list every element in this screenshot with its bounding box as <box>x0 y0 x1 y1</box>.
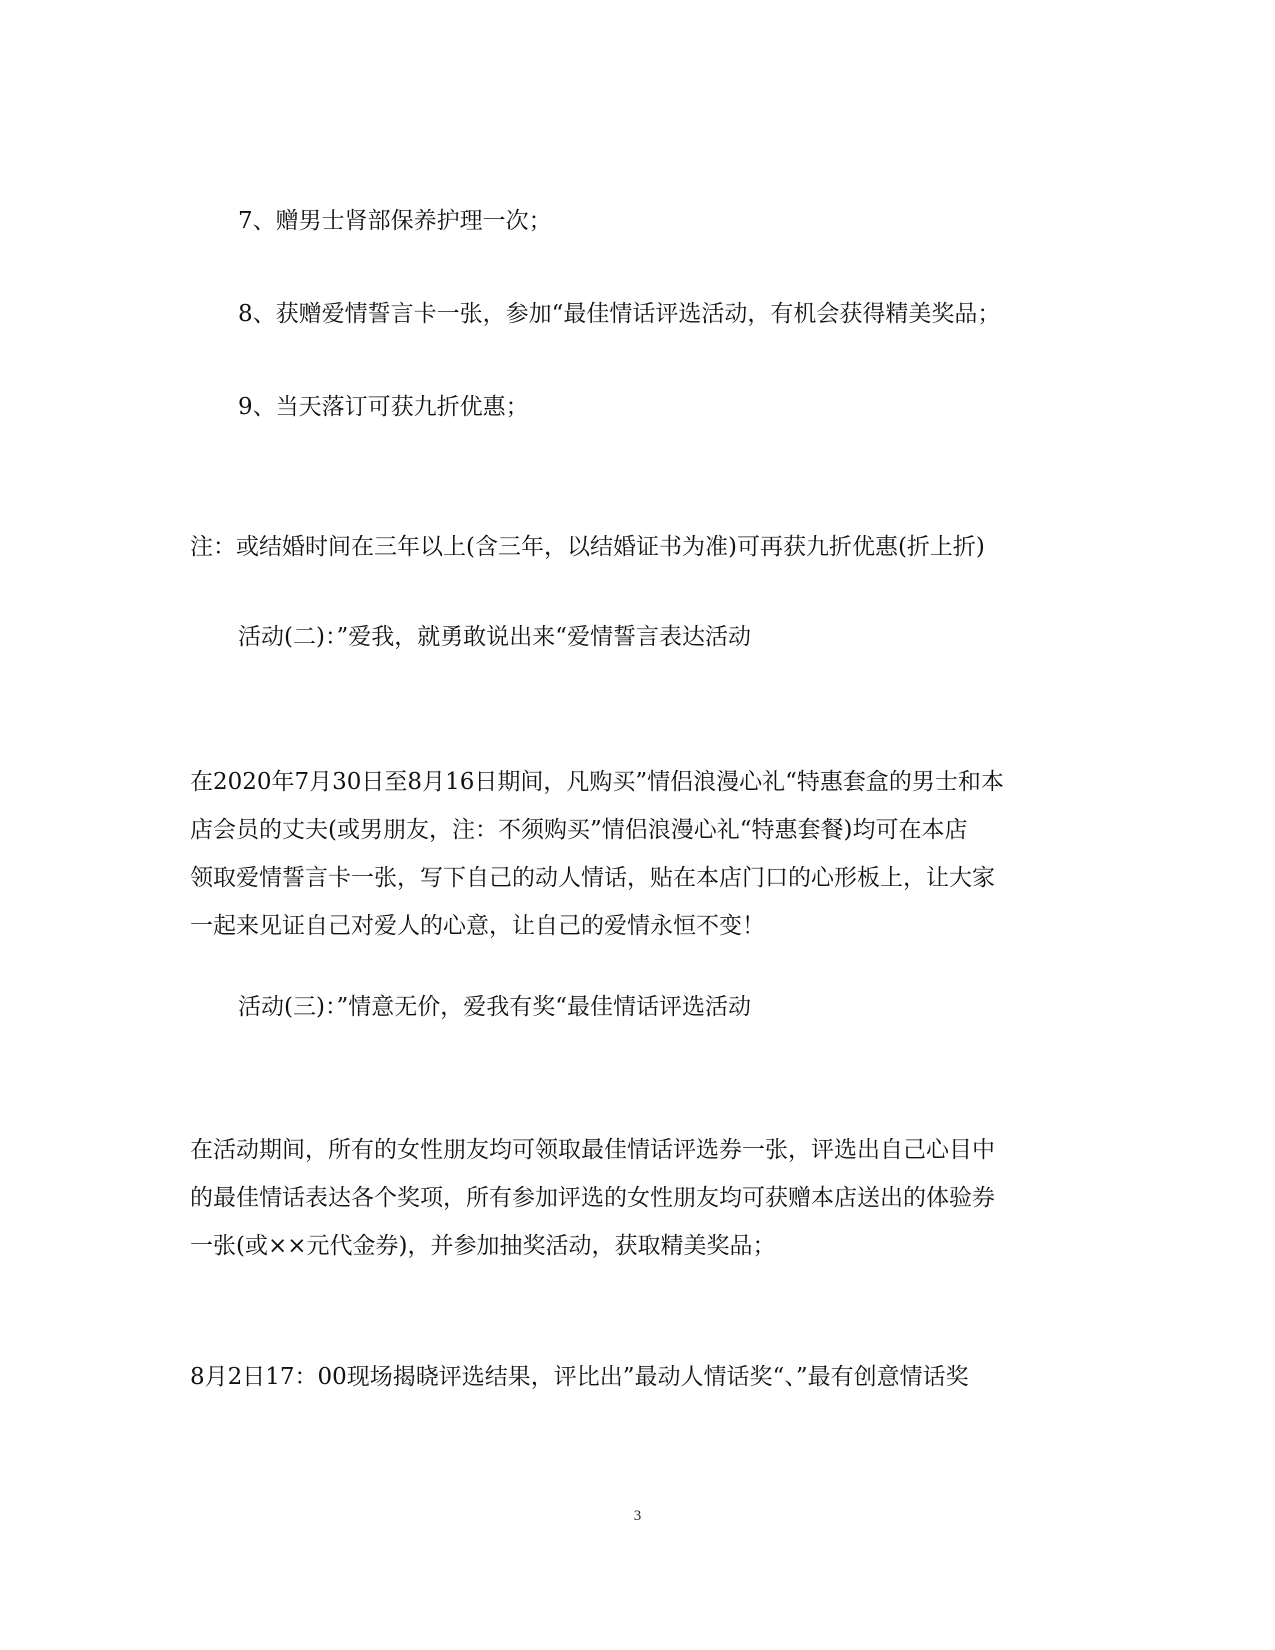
activity-2-line: 领取爱情誓言卡一张，写下自己的动人情话，贴在本店门口的心形板上，让大家 <box>190 865 995 891</box>
note-paragraph: 注：或结婚时间在三年以上(含三年，以结婚证书为准)可再获九折优惠(折上折) <box>190 534 985 560</box>
list-item-7: 7、赠男士肾部保养护理一次； <box>238 208 552 234</box>
activity-3-line: 一张(或××元代金券)，并参加抽奖活动，获取精美奖品； <box>190 1233 776 1259</box>
list-item-9: 9、当天落订可获九折优惠； <box>238 394 529 420</box>
activity-2-line: 一起来见证自己对爱人的心意，让自己的爱情永恒不变！ <box>190 913 765 939</box>
result-announcement: 8月2日17：00现场揭晓评选结果，评比出”最动人情话奖“、”最有创意情话奖 <box>190 1364 969 1390</box>
activity-2-body <box>190 758 1060 950</box>
activity-2-line: 在2020年7月30日至8月16日期间，凡购买”情侣浪漫心礼“特惠套盒的男士和本 <box>190 769 1004 795</box>
page-number: 3 <box>633 1508 642 1524</box>
activity-3-line: 在活动期间，所有的女性朋友均可领取最佳情话评选券一张，评选出自己心目中 <box>190 1137 995 1163</box>
activity-3-body <box>190 1126 1060 1270</box>
activity-2-heading: 活动(二)：”爱我，就勇敢说出来“爱情誓言表达活动 <box>238 624 751 650</box>
list-item-8: 8、获赠爱情誓言卡一张，参加“最佳情话评选活动，有机会获得精美奖品； <box>238 301 1001 327</box>
activity-2-line: 店会员的丈夫(或男朋友，注：不须购买”情侣浪漫心礼“特惠套餐)均可在本店 <box>190 817 968 843</box>
activity-3-line: 的最佳情话表达各个奖项，所有参加评选的女性朋友均可获赠本店送出的体验券 <box>190 1185 995 1211</box>
activity-3-heading: 活动(三)：”情意无价，爱我有奖“最佳情话评选活动 <box>238 994 751 1020</box>
